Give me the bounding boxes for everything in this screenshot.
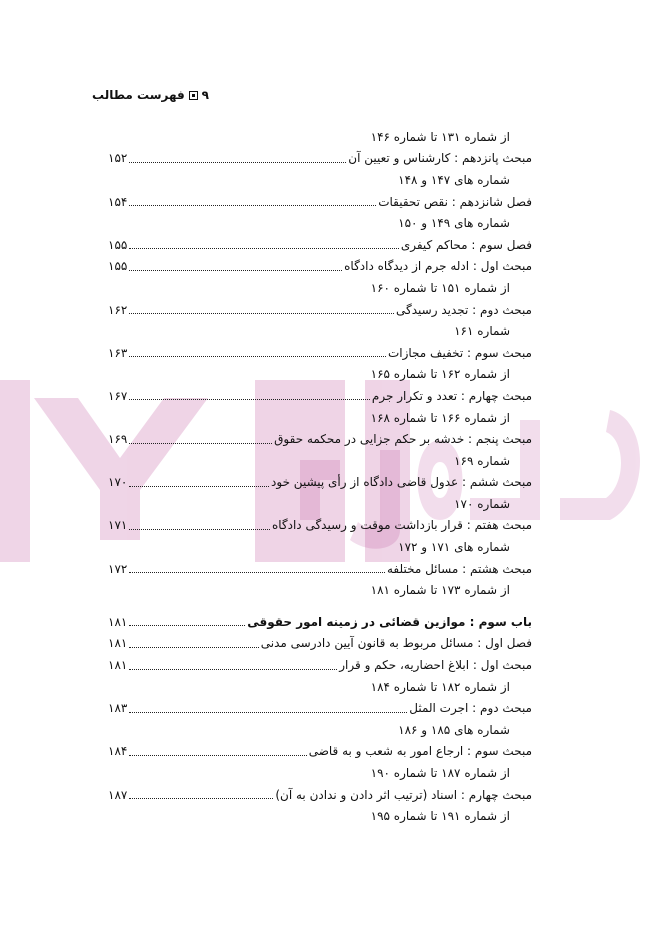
toc-entry-title: مبحث سوم : تخفیف مجازات [387,345,532,360]
toc-page-number: ۱۸۱ [108,636,128,651]
dot-leader [129,486,269,487]
toc-entry[interactable] [108,472,532,494]
toc-entry-title: شماره های ۱۴۹ و ۱۵۰ [398,216,510,231]
toc-entry-title: مبحث چهارم : تعدد و تکرار جرم [371,388,532,403]
toc-entry-title: از شماره ۱۸۷ تا شماره ۱۹۰ [370,766,510,781]
toc-page-number: ۱۸۱ [108,614,128,629]
toc-entry[interactable] [108,428,532,450]
dot-leader [129,647,258,648]
toc-page-number: ۱۷۱ [108,518,128,533]
toc-entry-title: از شماره ۱۷۳ تا شماره ۱۸۱ [370,583,510,598]
toc-entry[interactable] [108,741,532,763]
square-icon [189,91,198,100]
dot-leader [129,399,370,400]
toc-page-number: ۱۶۹ [108,432,128,447]
table-of-contents [108,126,532,827]
toc-entry-title: از شماره ۱۹۱ تا شماره ۱۹۵ [370,809,510,824]
toc-entry[interactable] [108,342,532,364]
dot-leader [129,712,407,713]
toc-reference-line [108,169,532,191]
toc-entry-title: از شماره ۱۵۱ تا شماره ۱۶۰ [370,280,510,295]
toc-entry-title: مبحث هفتم : قرار بازداشت موقت و رسیدگی دادگاه [271,518,532,533]
dot-leader [129,529,270,530]
toc-page-number: ۱۸۱ [108,658,128,673]
toc-reference-line [108,579,532,601]
toc-reference-line [108,320,532,342]
toc-entry[interactable] [108,654,532,676]
page-header [92,88,209,102]
toc-reference-line [108,676,532,698]
toc-entry-title: شماره ۱۶۱ [454,324,510,339]
toc-entry[interactable] [108,299,532,321]
page-number: ۹ [201,88,209,102]
dot-leader [129,669,337,670]
toc-reference-line [108,407,532,429]
toc-reference-line [108,212,532,234]
section-gap [108,601,532,611]
toc-entry-title: باب سوم : موازین قضائی در زمینه امور حقوقی [247,614,532,629]
toc-page-number: ۱۸۳ [108,701,128,716]
dot-leader [129,798,273,799]
dot-leader [129,625,245,626]
dot-leader [129,572,385,573]
dot-leader [129,162,346,163]
dot-leader [129,313,394,314]
toc-entry[interactable] [108,633,532,655]
toc-entry-title: مبحث چهارم : اسناد (ترتیب اثر دادن و ندادن به آن) [275,787,532,802]
toc-entry-title: از شماره ۱۸۲ تا شماره ۱۸۴ [370,679,510,694]
toc-entry-title: فصل سوم : محاکم کیفری [400,237,532,252]
toc-entry-title: مبحث پانزدهم : کارشناس و تعیین آن [348,151,532,166]
toc-page-number: ۱۸۷ [108,787,128,802]
toc-entry-title: از شماره ۱۶۲ تا شماره ۱۶۵ [370,367,510,382]
toc-entry-title: مبحث اول : ادله جرم از دیدگاه دادگاه [344,259,532,274]
toc-page-number: ۱۶۷ [108,388,128,403]
toc-entry[interactable] [108,697,532,719]
toc-entry-title: مبحث دوم : تجدید رسیدگی [396,302,532,317]
toc-entry-title: شماره ۱۶۹ [454,453,510,468]
toc-entry-title: مبحث اول : ابلاغ احضاریه، حکم و قرار [339,658,532,673]
toc-entry[interactable] [108,148,532,170]
toc-entry[interactable] [108,558,532,580]
toc-reference-line [108,719,532,741]
toc-page-number: ۱۸۴ [108,744,128,759]
toc-entry-title: مبحث هشتم : مسائل مختلفه [386,561,532,576]
toc-page-number: ۱۶۲ [108,302,128,317]
toc-reference-line [108,536,532,558]
toc-entry[interactable] [108,784,532,806]
toc-reference-line [108,364,532,386]
dot-leader [129,248,398,249]
toc-entry[interactable] [108,256,532,278]
toc-entry-title: فصل اول : مسائل مربوط به قانون آیین دادرسی مدنی [260,636,532,651]
toc-entry-title: شماره ۱۷۰ [454,496,510,511]
toc-reference-line [108,450,532,472]
toc-reference-line [108,126,532,148]
toc-page-number: ۱۶۳ [108,345,128,360]
toc-entry-title: مبحث ششم : عدول قاضی دادگاه از رأی پیشین خود [271,475,532,490]
toc-entry[interactable] [108,234,532,256]
toc-entry-title: از شماره ۱۳۱ تا شماره ۱۴۶ [370,129,510,144]
toc-entry-title: مبحث پنجم : خدشه بر حکم جزایی در محکمه حقوق [274,432,532,447]
toc-entry[interactable] [108,191,532,213]
toc-reference-line [108,277,532,299]
toc-entry-title: شماره های ۱۸۵ و ۱۸۶ [398,722,510,737]
toc-page-number: ۱۷۰ [108,475,128,490]
toc-page-number: ۱۵۵ [108,237,128,252]
toc-entry-title: شماره های ۱۴۷ و ۱۴۸ [398,172,510,187]
toc-entry[interactable] [108,385,532,407]
dot-leader [129,205,376,206]
toc-entry[interactable] [108,515,532,537]
toc-reference-line [108,805,532,827]
toc-page-number: ۱۵۵ [108,259,128,274]
toc-reference-line [108,762,532,784]
toc-entry-title: فصل شانزدهم : نقص تحقیقات [378,194,532,209]
dot-leader [129,443,272,444]
toc-entry-title: از شماره ۱۶۶ تا شماره ۱۶۸ [370,410,510,425]
toc-page-number: ۱۵۲ [108,151,128,166]
toc-entry-title: مبحث سوم : ارجاع امور به شعب و به قاضی [308,744,532,759]
toc-entry[interactable] [108,611,532,633]
dot-leader [129,755,306,756]
toc-entry-title: شماره های ۱۷۱ و ۱۷۲ [398,540,510,555]
toc-page-number: ۱۵۴ [108,194,128,209]
dot-leader [129,356,386,357]
toc-reference-line [108,493,532,515]
header-title: فهرست مطالب [92,88,185,102]
dot-leader [129,270,342,271]
toc-page-number: ۱۷۲ [108,561,128,576]
toc-entry-title: مبحث دوم : اجرت المثل [409,701,532,716]
